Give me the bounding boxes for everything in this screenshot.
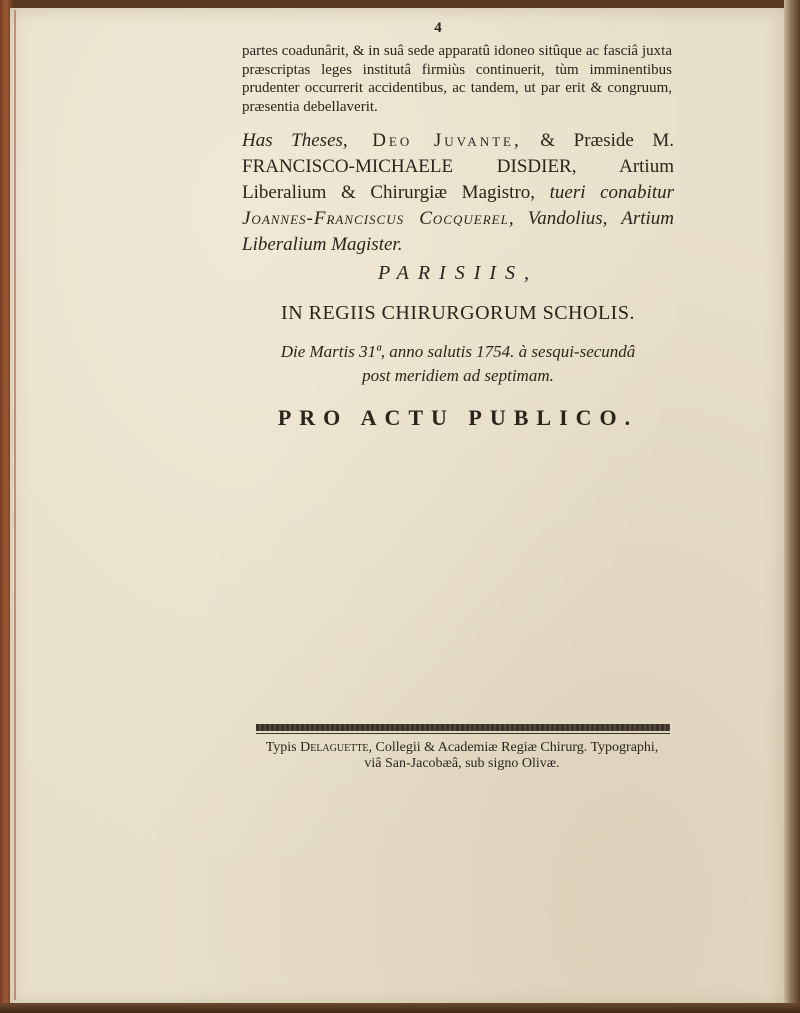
date-block xyxy=(242,340,674,388)
thin-rule xyxy=(256,733,670,734)
page-bottom-edge xyxy=(0,1003,800,1013)
ornamental-rule xyxy=(256,724,670,731)
tueri-text: tueri conabitur xyxy=(549,182,675,203)
printer-name: Delaguette xyxy=(300,740,369,755)
respondent-name: Joannes-Franciscus Cocquerel xyxy=(242,208,509,229)
respondent-title: , Vandolius, Artium Liberalium Magister. xyxy=(242,208,675,255)
place-heading: PARISIIS, xyxy=(377,262,539,284)
praeses-name: M. FRANCISCO-MICHAELE DISDIER, xyxy=(242,130,675,177)
pro-actu-heading: PRO ACTU PUBLICO. xyxy=(277,405,639,430)
date-line-2: post meridiem ad septimam. xyxy=(362,366,554,385)
theses-statement xyxy=(242,128,674,258)
imprint-prefix: Typis xyxy=(265,740,297,755)
praeses-title: Artium Liberalium & Chirurgiæ Magistro, xyxy=(242,156,674,203)
imprint-rest-1: , Collegii & Academiæ Regiæ Chirurg. Typographi, xyxy=(368,740,659,755)
imprint-line-1 xyxy=(242,740,682,756)
imprint-line-2: viâ San-Jacobæâ, sub signo Olivæ. xyxy=(364,756,560,771)
page-right-edge xyxy=(784,0,800,1013)
printer-imprint xyxy=(242,740,682,772)
deo-juvante: , Deo Juvante, xyxy=(342,130,522,151)
page-number: 4 xyxy=(434,20,442,36)
theses-intro: Has Theses xyxy=(242,130,343,151)
venue-heading: IN REGIIS CHIRURGORUM SCHOLIS. xyxy=(281,302,635,324)
body-paragraph: partes coadunârit, & in suâ sede apparatû idoneo sitûque ac fasciâ juxta præscriptas leges institutâ firmiùs continuerit, tùm imminentibus prudenter occurrerit accidentibus, ac tandem, ut par erit & congruum, præsentia debellaverit. xyxy=(242,43,672,115)
date-line-1: Die Martis 31ª, anno salutis 1754. à sesqui-secundâ xyxy=(280,342,636,361)
praeside-text: & Præside xyxy=(540,130,634,151)
page-gutter-line xyxy=(14,10,16,1000)
